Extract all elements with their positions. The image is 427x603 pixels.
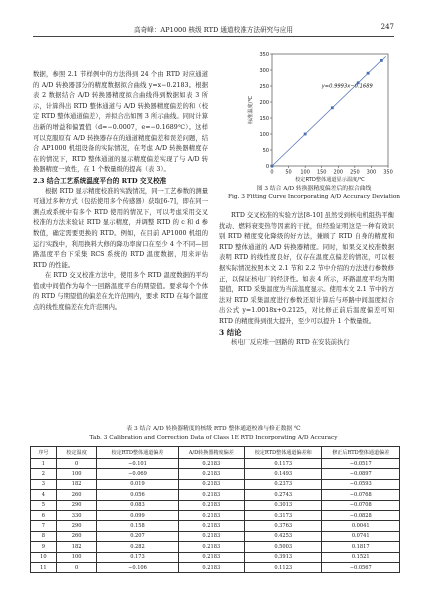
figure-caption-en: Fig. 3 Fitting Curve Incorporating A/D Accuracy Deviation: [227, 194, 401, 201]
left-para-2: 根据 RTD 显示精度校准的实践情况，同一工艺参数的测量可通过多种方式（包括使用多个传感器）获取[6-7]，即在同一测点或系统中有多个 RTD 使用的情况下，可以考虑采用交叉校准的方法来验证 RTD 显示精度，并调整 RTD 的 c 和 d 参数值，确定需要更换的 RTD。例如，在目前 AP1000 机组的运行实践中，利用换料大修的降功率窗口在至少 4 个不同—回路温度平台下采集 RCS 系统的 RTD 温度数据，用来评估 RTD 的性能。: [33, 187, 208, 269]
table-cell: 182: [56, 542, 97, 552]
fitting-curve-chart: [228, 44, 394, 192]
page-number: 247: [380, 23, 394, 31]
data-point: [367, 72, 370, 75]
right-para-2: 核电厂反应堆一回路的 RTD 在安装前执行: [231, 339, 350, 347]
table-cell: −0.0517: [322, 459, 400, 469]
table-cell: 0.2183: [178, 542, 244, 552]
fit-equation: y=0.9993x−0.1689: [321, 83, 373, 90]
x-tick-label: 50: [285, 169, 292, 176]
table-cell: −0.0897: [322, 469, 400, 479]
table-cell: 290: [56, 521, 97, 531]
table-cell: −0.101: [97, 459, 178, 469]
table-cell: 0.2183: [178, 521, 244, 531]
table-cell: 0.3173: [244, 510, 321, 520]
figure-caption-cn: 图 3 结合 A/D 转换器精度偏差后的拟合曲线: [256, 186, 372, 192]
x-tick-label: 0: [270, 169, 274, 176]
table-caption-cn: 表 3 结合 A/D 转换器精度的核级 RTD 整体通道校准与修正数据 ℃: [126, 426, 301, 432]
table-row: [31, 459, 400, 469]
table-cell: 0.1521: [322, 552, 400, 562]
table-cell: 0.1817: [322, 542, 400, 552]
table-row: [31, 542, 400, 552]
table-cell: 0.1493: [244, 469, 321, 479]
table-cell: 100: [56, 552, 97, 562]
table-cell: 0.0741: [322, 531, 400, 541]
x-tick-label: 250: [350, 169, 360, 176]
right-para-1: RTD 交叉校准的实验方法[8-10] 虽然受到核电机组热平衡扰动、燃料衰变热等因素的干扰，但经验证明这是一种有效识别 RTD 精度变化降级的好方法，兼顾了 RTD 自身的精度和 RTD 整体通道的 A/D 转换器精度。同时，如果交叉校准数据表明 RTD 的线性度良好，仅存在温度点偏差的情况，可以根据实际情况按照本文 2.1 节和 2.2 节中介绍的方法进行参数修正，以保证核电厂的经济性。如表 4 所示，环路温度平均为期望值，RTD 采集温度为当前温度显示。使用本文 2.1 节中的方法对 RTD 采集温度进行参数还原计算后与环路中间温度拟合出公式 y=1.0018x+0.2125，对比修正前后温度偏差可知 RTD 的精度得到很大提升，至少可以提升 1 个数量级。: [219, 212, 394, 325]
col-header: 修正后RTD整体通道偏差: [322, 447, 400, 459]
col-header: 序号: [31, 447, 57, 459]
y-tick-label: 150: [259, 115, 269, 122]
table-cell: 0.083: [97, 500, 178, 510]
table-cell: 10: [31, 552, 57, 562]
col-header: 校定温度: [56, 447, 97, 459]
table-cell: 100: [56, 469, 97, 479]
table-cell: 0.2183: [178, 552, 244, 562]
table-cell: 0.2183: [178, 490, 244, 500]
x-axis-label: 校定RTD整体通道显示温度/℃: [295, 177, 365, 183]
table-cell: 0.282: [97, 542, 178, 552]
table-row: [31, 490, 400, 500]
table-cell: 0.207: [97, 531, 178, 541]
table-row: [31, 562, 400, 572]
table-cell: 0.2743: [244, 490, 321, 500]
table-cell: 0.1173: [244, 459, 321, 469]
table-cell: 0.056: [97, 490, 178, 500]
table-cell: 0.5003: [244, 542, 321, 552]
table-row: [31, 521, 400, 531]
data-point: [271, 165, 274, 168]
x-tick-label: 300: [366, 169, 377, 176]
x-tick-label: 100: [300, 169, 310, 176]
table-cell: 2: [31, 469, 57, 479]
data-point: [304, 133, 307, 136]
y-tick-label: 250: [259, 83, 269, 90]
table-cell: −0.0768: [322, 490, 400, 500]
col-header: 校定RTD整体通道偏差: [97, 447, 178, 459]
col-header: A/D转换器精度偏差: [178, 447, 244, 459]
y-tick-label: 100: [259, 131, 269, 138]
table-cell: 0.3913: [244, 552, 321, 562]
table-cell: 0.1123: [244, 562, 321, 572]
table-cell: 0: [56, 459, 97, 469]
table-cell: 0.2183: [178, 479, 244, 489]
table-cell: 0.2183: [178, 562, 244, 572]
data-point: [331, 106, 334, 109]
figure-caption: [219, 185, 409, 201]
table-cell: 11: [31, 562, 57, 572]
table-cell: 0.2183: [178, 531, 244, 541]
table-cell: 0.2183: [178, 469, 244, 479]
table-cell: −0.069: [97, 469, 178, 479]
table-cell: 0.3763: [244, 521, 321, 531]
table-row: [31, 552, 400, 562]
section-2-3-title: 2.3 结合工艺系统温度平台的 RTD 交叉校准: [33, 176, 167, 185]
y-tick-label: 50: [262, 147, 269, 154]
col-header: 校定RTD整体通道偏差和: [244, 447, 321, 459]
table-cell: 0.4253: [244, 531, 321, 541]
table-cell: −0.106: [97, 562, 178, 572]
running-title: 高奇峰：AP1000 核级 RTD 通道校准方法研究与应用: [134, 26, 293, 34]
table-cell: 3: [31, 479, 57, 489]
table-row: [31, 469, 400, 479]
table-cell: 0.019: [97, 479, 178, 489]
y-tick-label: 200: [259, 99, 269, 106]
x-tick-label: 150: [316, 169, 327, 176]
table-cell: 9: [31, 542, 57, 552]
left-column: [33, 70, 208, 314]
table-cell: 260: [56, 531, 97, 541]
table-cell: 182: [56, 479, 97, 489]
table-cell: 0.2183: [178, 510, 244, 520]
left-para-1: 数据，参照 2.1 节样例中的方法得到 24 个由 RTD 对应通道的 A/D 转换器部分的精度数据拟合曲线 y=x−0.2183。根据表 2 数据结合 A/D 转换器精度拟合曲线得到数据如表 3 所示，计算得出 RTD 整体通道与 A/D 转换器精度偏差的和（校定 RTD 整体通道偏差），并拟合出如图 3 所示曲线。同时计算出新的增益和偏置值（d=−0.0007，e=−0.1689℃）。这样可以克服原有 A/D 转换器存在的通道精度偏差和误差问题，结合 AP1000 机组设备的实际情况，在考虑 A/D 转换器精度存在的情况下，RTD 整体通道的显示精度偏差实现了与 A/D 转换器精度一致性，在 1 个数量级的提高（表 3）。: [33, 71, 208, 174]
table-cell: 0.3013: [244, 500, 321, 510]
x-tick-label: 350: [383, 169, 393, 176]
table-cell: 0.099: [97, 510, 178, 520]
table-cell: 8: [31, 531, 57, 541]
table-cell: −0.0708: [322, 500, 400, 510]
table-cell: 0.2183: [178, 500, 244, 510]
y-tick-label: 300: [259, 67, 269, 74]
calibration-table: [30, 446, 400, 573]
table-caption: [20, 425, 407, 442]
x-tick-label: 200: [333, 169, 344, 176]
data-point: [380, 59, 383, 62]
table-cell: 0.173: [97, 552, 178, 562]
table-cell: 5: [31, 500, 57, 510]
y-axis-label: 标准温度/℃: [248, 95, 254, 125]
table-row: [31, 531, 400, 541]
table-row: [31, 500, 400, 510]
table-cell: 0.2183: [178, 459, 244, 469]
table-cell: 0.158: [97, 521, 178, 531]
table-cell: −0.0567: [322, 562, 400, 572]
running-header: [33, 22, 394, 37]
table-cell: 6: [31, 510, 57, 520]
table-row: [31, 479, 400, 489]
table-cell: 290: [56, 500, 97, 510]
table-cell: 0.0041: [322, 521, 400, 531]
table-cell: −0.0593: [322, 479, 400, 489]
section-3-title: 3 结论: [219, 327, 242, 337]
table-cell: −0.0828: [322, 510, 400, 520]
table-cell: 1: [31, 459, 57, 469]
table-cell: 330: [56, 510, 97, 520]
table-row: [31, 510, 400, 520]
y-tick-label: 350: [259, 51, 269, 58]
left-para-3: 在 RTD 交叉校准方法中，使用多个 RTD 温度数据的平均值或中间值作为每个一回路温度平台的期望值。要求每个个体的 RTD 与期望值的偏差在允许范围内，要求 RTD 在每个温度点的线性度偏差在允许范围内。: [33, 272, 208, 312]
y-tick-label: 0: [265, 163, 269, 170]
table-header-row: [31, 447, 400, 459]
table-caption-en: Tab. 3 Calibration and Correction Data of Class 1E RTD Incorporating A/D Accuracy: [89, 434, 338, 441]
table-cell: 7: [31, 521, 57, 531]
table-cell: 4: [31, 490, 57, 500]
table-cell: 0.2373: [244, 479, 321, 489]
table-cell: 0: [56, 562, 97, 572]
table-cell: 260: [56, 490, 97, 500]
right-column: [219, 211, 394, 349]
